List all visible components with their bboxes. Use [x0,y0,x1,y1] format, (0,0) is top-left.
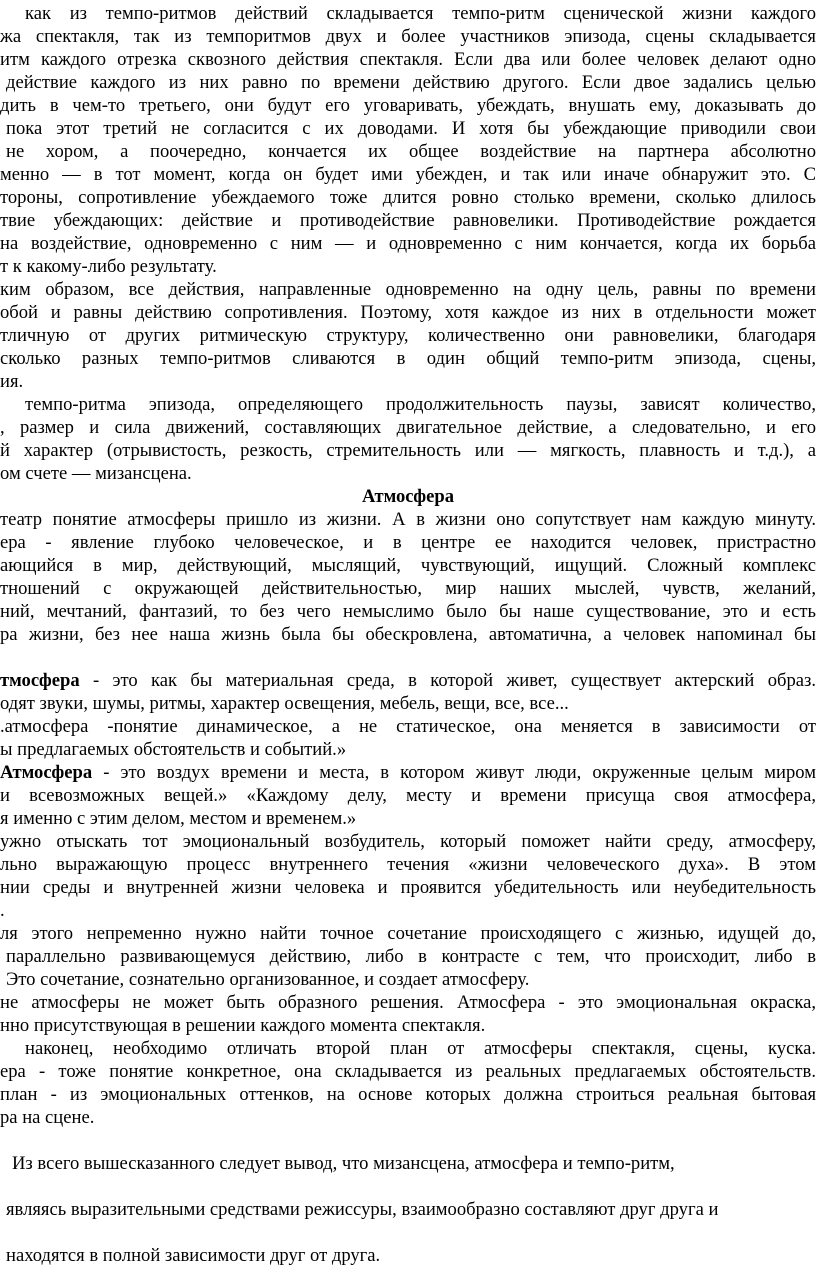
text-line: ера - явление глубоко человеческое, и в центре ее находится человек, пристрастно [0,532,816,553]
text-line: жа спектакля, так из темпоритмов двух и более участников эпизода, сцены складывается [0,26,816,47]
text-line: нии среды и внутренней жизни человека и проявится убедительность или неубедительность [0,877,816,898]
text-line: ра жизни, без нее наша жизнь была бы обескровлена, автоматична, а человек напоминал бы [0,624,816,645]
term-atmosfera: Атмосфера [0,762,93,783]
text-line: менно — в тот момент, когда он будет ими убежден, и так или иначе обнаружит это. С [0,164,816,185]
definition-line [0,669,816,692]
text-line: как из темпо-ритмов действий складывается темпо-ритм сценической жизни каждого [25,3,816,24]
text-line: ля этого непременно нужно найти точное сочетание происходящего с жизнью, идущей до, [0,923,816,944]
text-line: пока этот третий не согласится с их доводами. И хотя бы убеждающие приводили свои [6,118,816,139]
text-line: ия. [0,371,24,392]
text-line: тороны, сопротивление убеждаемого тоже длится ровно столько времени, сколько длилось [0,187,816,208]
text-line: и всевозможных вещей.» «Каждому делу, месту и времени присуща своя атмосфера, [0,785,816,806]
text-line: Из всего вышесказанного следует вывод, что мизансцена, атмосфера и темпо-ритм, [12,1153,675,1174]
text-line: тношений с окружающей действительностью, мир наших мыслей, чувств, желаний, [0,578,816,599]
text-line: являясь выразительными средствами режиссуры, взаимообразно составляют друг друга и [6,1199,719,1220]
text-line: находятся в полной зависимости друг от друга. [6,1245,381,1266]
text-line: не атмосферы не может быть образного решения. Атмосфера - это эмоциональная окраска, [0,992,816,1013]
text-line: ера - тоже понятие конкретное, она складывается из реальных предлагаемых обстоятельств. [0,1061,816,1082]
text-line: нно присутствующая в решении каждого момента спектакля. [0,1015,486,1036]
text-line: обой и равны действию сопротивления. Поэтому, хотя каждое из них в отдельности может [0,302,816,323]
text-line: Это сочетание, сознательно организованное, и создает атмосферу. [6,969,530,990]
text-line: ужно отыскать тот эмоциональный возбудитель, который поможет найти среду, атмосферу, [0,831,816,852]
text-line: твие убеждающих: действие и противодействие равновелики. Противодействие рождается [0,210,816,231]
term-atmosfera: тмосфера [0,670,80,691]
text-line: тличную от других ритмическую структуру, количественно они равновелики, благодаря [0,325,816,346]
text-line: не хором, а поочередно, кончается их общее воздействие на партнера абсолютно [6,141,816,162]
text-line: ающийся в мир, действующий, мыслящий, чувствующий, ищущий. Сложный комплекс [0,555,816,576]
text-line: .атмосфера -понятие динамическое, а не статическое, она меняется в зависимости от [0,716,816,737]
text-line: ким образом, все действия, направленные одновременно на одну цель, равны по времени [0,279,816,300]
definition-text: - это как бы материальная среда, в которой живет, существует актерский образ. [79,670,816,691]
text-line: наконец, необходимо отличать второй план от атмосферы спектакля, сцены, куска. [25,1038,816,1059]
text-line: театр понятие атмосферы пришло из жизни. А в жизни оно сопутствует нам каждую минуту. [0,509,816,530]
text-line: ом счете — мизансцена. [0,463,192,484]
text-line: темпо-ритма эпизода, определяющего продолжительность паузы, зависят количество, [25,394,816,415]
text-line: ра на сцене. [0,1107,95,1128]
text-line: итм каждого отрезка сквозного действия спектакля. Если два или более человек делают одно [0,49,816,70]
text-line: на воздействие, одновременно с ним — и одновременно с ним кончается, когда их борьба [0,233,816,254]
text-line: одят звуки, шумы, ритмы, характер освещения, мебель, вещи, все, все... [0,693,569,714]
text-line: сколько разных темпо-ритмов сливаются в один общий темпо-ритм эпизода, сцены, [0,348,816,369]
text-line: параллельно развивающемуся действию, либо в контрасте с тем, что происходит, либо в [6,946,816,967]
text-line: действие каждого из них равно по времени действию другого. Если двое задались целью [6,72,816,93]
text-line: дить в чем-то третьего, они будут его уговаривать, убеждать, внушать ему, доказывать до [0,95,816,116]
definition-line [0,761,816,784]
text-line: т к какому-либо результату. [0,256,217,277]
definition-text: - это воздух времени и места, в котором живут люди, окруженные целым миром [92,762,816,783]
text-line: , размер и сила движений, составляющих двигательное действие, а следовательно, и его [0,417,816,438]
text-line: план - из эмоциональных оттенков, на основе которых должна строиться реальная бытовая [0,1084,816,1105]
text-line: ний, мечтаний, фантазий, то без чего немыслимо было бы наше существование, это и есть [0,601,816,622]
section-heading: Атмосфера [361,486,455,507]
text-line: я именно с этим делом, местом и временем.» [0,808,357,829]
text-line: ы предлагаемых обстоятельств и событий.» [0,739,347,760]
text-line: й характер (отрывистость, резкость, стремительность или — мягкость, плавность и т.д.), а [0,440,816,461]
text-line: . [0,900,5,921]
text-line: льно выражающую процесс внутреннего течения «жизни человеческого духа». В этом [0,854,816,875]
